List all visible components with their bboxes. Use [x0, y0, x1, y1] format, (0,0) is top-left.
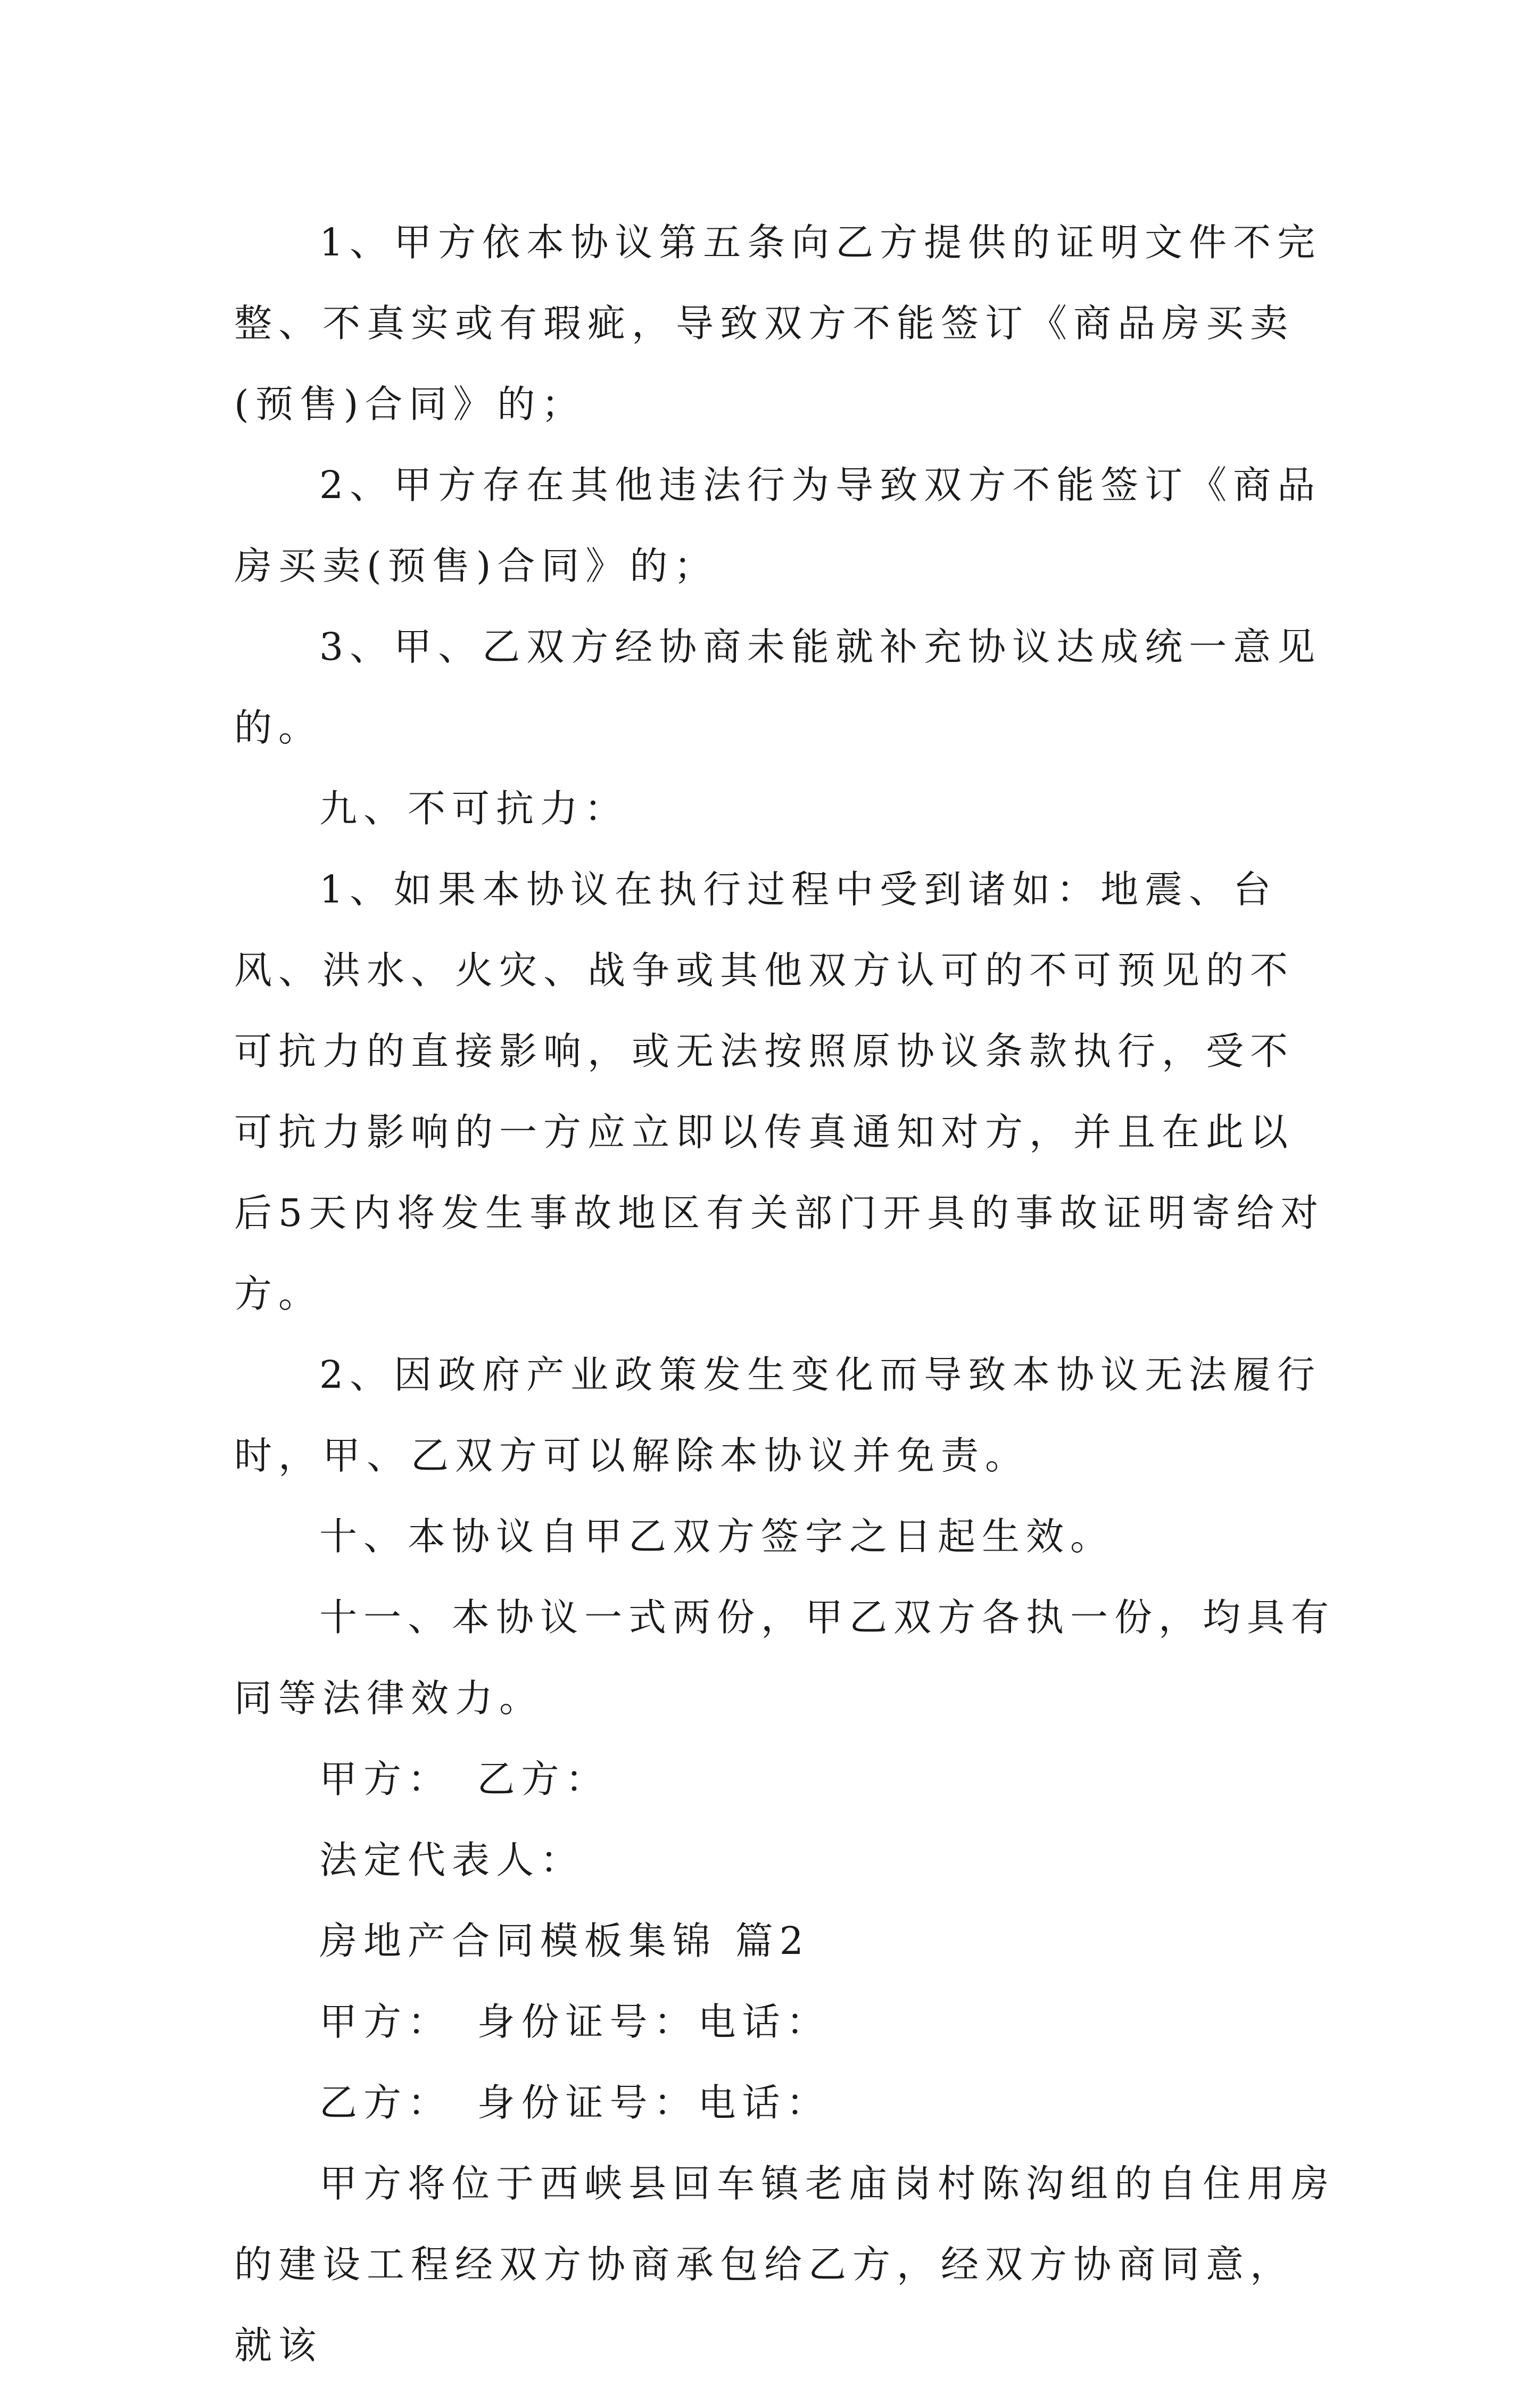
- document-body: [234, 202, 1336, 2386]
- signature-legal-rep: 法定代表人：: [319, 1838, 585, 1882]
- section-heading-force-majeure: 九、不可抗力：: [319, 786, 629, 831]
- paragraph-intro: 甲方将位于西峡县回车镇老庙岗村陈沟组的自住用房的建设工程经双方协商承包给乙方，经双方协商同意，就该: [234, 2161, 1336, 2367]
- paragraph-force-majeure-1: 1、如果本协议在执行过程中受到诸如：地震、台风、洪水、火灾、战争或其他双方认可的不可预见的不可抗力的直接影响，或无法按照原协议条款执行，受不可抗力影响的一方应立即以传真通知对方，并且在此以后5天内将发生事故地区有关部门开具的事故证明寄给对方。: [234, 867, 1325, 1316]
- section-title-part-2: 房地产合同模板集锦 篇2: [319, 1919, 810, 1963]
- paragraph-force-majeure-2: 2、因政府产业政策发生变化而导致本协议无法履行时，甲、乙双方可以解除本协议并免责。: [234, 1353, 1322, 1478]
- paragraph-copies: 十一、本协议一式两份，甲乙双方各执一份，均具有同等法律效力。: [234, 1595, 1336, 1720]
- paragraph-clause-2: 2、甲方存在其他违法行为导致双方不能签订《商品房买卖(预售)合同》的；: [234, 463, 1322, 588]
- paragraph-clause-3: 3、甲、乙双方经协商未能就补充协议达成统一意见的。: [234, 625, 1322, 750]
- party-a-info: 甲方： 身份证号：电话：: [319, 2000, 831, 2044]
- party-b-info: 乙方： 身份证号：电话：: [319, 2081, 831, 2125]
- signature-parties: 甲方： 乙方：: [319, 1757, 610, 1801]
- paragraph-clause-1: 1、甲方依本协议第五条向乙方提供的证明文件不完整、不真实或有瑕疵，导致双方不能签订《商品房买卖(预售)合同》的；: [234, 220, 1322, 426]
- paragraph-effective: 十、本协议自甲乙双方签字之日起生效。: [319, 1514, 1115, 1559]
